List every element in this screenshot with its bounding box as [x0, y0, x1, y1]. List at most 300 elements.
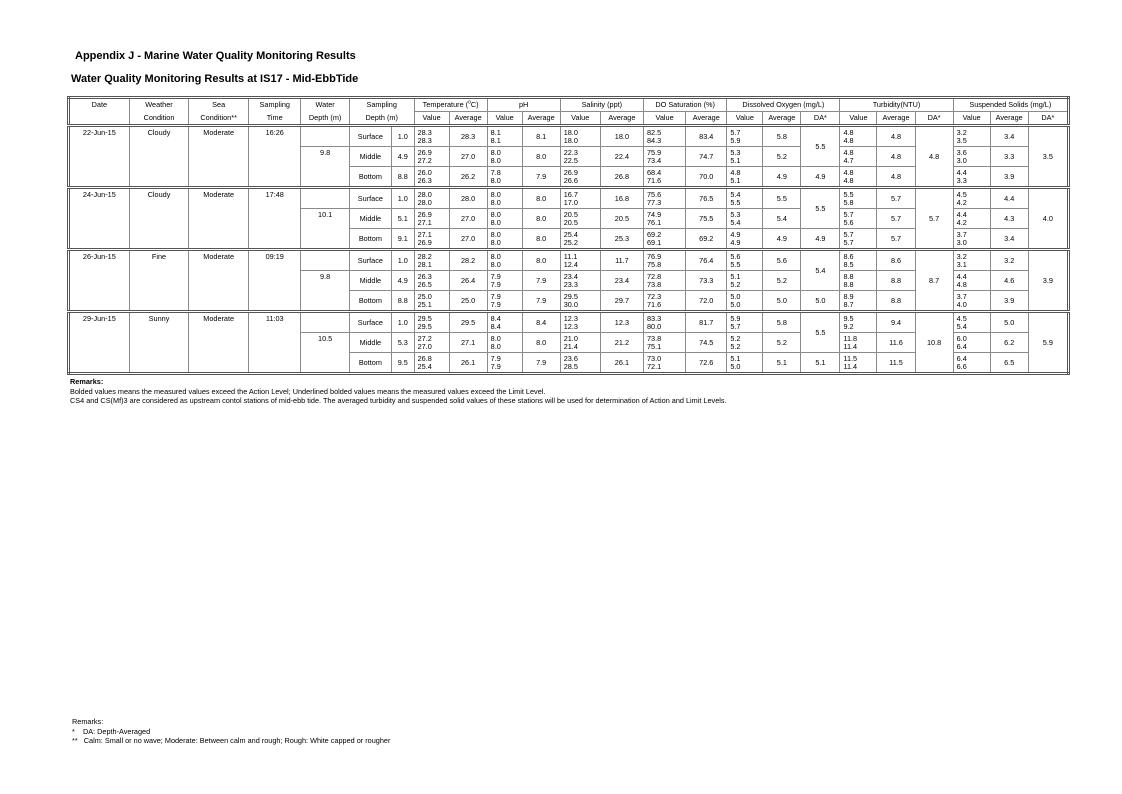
salinity-values-reading: 25.2: [563, 237, 578, 247]
sampling-depth-cell: 9.5: [391, 353, 414, 374]
salinity-values: [560, 353, 600, 374]
ph-values-reading: 7.9: [490, 279, 501, 289]
temperature-values: [414, 188, 449, 209]
salinity-values-reading: 12.4: [563, 259, 578, 269]
turbidity-values-reading: 5.6: [843, 217, 854, 227]
ph-values: [487, 126, 522, 147]
header-sampling-time-2: Time: [249, 112, 301, 126]
salinity-values-reading: 20.5: [563, 209, 578, 219]
ph-values-reading: 7.9: [490, 291, 501, 301]
dissolved-oxygen-average: 5.2: [763, 271, 801, 291]
temperature-average: 27.0: [449, 229, 487, 250]
ph-values-reading: 8.0: [490, 333, 501, 343]
dissolved-oxygen-average: 5.6: [763, 250, 801, 271]
do-saturation-values-reading: 76.9: [647, 251, 662, 261]
do-saturation-values: [644, 147, 686, 167]
do-saturation-values-reading: 83.3: [647, 313, 662, 323]
ph-average: 8.4: [522, 312, 560, 333]
salinity-average: 20.5: [600, 209, 643, 229]
suspended-solids-values-reading: 4.0: [956, 299, 967, 309]
salinity-values: [560, 333, 600, 353]
header-temperature: Temperature ($^o$C): [414, 98, 487, 112]
dissolved-oxygen-values: [727, 353, 763, 374]
turbidity-values-reading: 8.8: [843, 271, 854, 281]
do-saturation-average: 72.0: [686, 291, 727, 312]
temperature-values-reading: 27.1: [417, 229, 432, 239]
do-saturation-values-reading: 75.6: [647, 189, 662, 199]
do-saturation-values-reading: 69.2: [647, 229, 662, 239]
header-value: Value: [487, 112, 522, 126]
dissolved-oxygen-values: [727, 229, 763, 250]
turbidity-average: 8.8: [877, 291, 915, 312]
turbidity-values-reading: 9.2: [843, 321, 854, 331]
turbidity-values: [840, 333, 877, 353]
suspended-solids-values-reading: 3.7: [956, 291, 967, 301]
weather-cell: Cloudy: [129, 188, 189, 250]
ph-values: [487, 188, 522, 209]
dissolved-oxygen-da-bottom: 4.9: [801, 229, 840, 250]
turbidity-values-reading: 11.4: [843, 361, 858, 371]
ph-values: [487, 353, 522, 374]
salinity-values-reading: 23.4: [563, 271, 578, 281]
temperature-values: [414, 312, 449, 333]
ph-average: 7.9: [522, 271, 560, 291]
do-saturation-average: 76.5: [686, 188, 727, 209]
sampling-time-cell: 11:03: [249, 312, 301, 374]
turbidity-values: [840, 229, 877, 250]
dissolved-oxygen-da-bottom: 5.1: [801, 353, 840, 374]
turbidity-values: [840, 353, 877, 374]
suspended-solids-values-reading: 3.3: [956, 175, 967, 185]
temperature-values: [414, 271, 449, 291]
dissolved-oxygen-average: 5.2: [763, 147, 801, 167]
dissolved-oxygen-values-reading: 5.3: [730, 209, 741, 219]
salinity-values: [560, 312, 600, 333]
suspended-solids-average: 4.4: [990, 188, 1028, 209]
page-title: Appendix J - Marine Water Quality Monitoring Results: [75, 50, 356, 62]
suspended-solids-average: 3.4: [990, 126, 1028, 147]
suspended-solids-values: [953, 353, 990, 374]
turbidity-values-reading: 5.7: [843, 209, 854, 219]
dissolved-oxygen-values-reading: 4.9: [730, 237, 741, 247]
salinity-values-reading: 20.5: [563, 217, 578, 227]
turbidity-values-reading: 11.5: [843, 353, 858, 363]
ph-values: [487, 209, 522, 229]
suspended-solids-average: 3.9: [990, 291, 1028, 312]
suspended-solids-values-reading: 6.4: [956, 353, 967, 363]
do-saturation-values-reading: 80.0: [647, 321, 662, 331]
do-saturation-values-reading: 74.9: [647, 209, 662, 219]
ph-values-reading: 8.0: [490, 155, 501, 165]
header-da: DA*: [1028, 112, 1068, 126]
dissolved-oxygen-values-reading: 5.4: [730, 217, 741, 227]
header-sea-2: Condition**: [189, 112, 249, 126]
header-water-depth-2: Depth (m): [301, 112, 349, 126]
turbidity-average: 11.5: [877, 353, 915, 374]
temperature-values: [414, 291, 449, 312]
dissolved-oxygen-average: 5.4: [763, 209, 801, 229]
water-depth-cell: 9.8: [301, 147, 349, 188]
header-sea: Sea: [189, 98, 249, 112]
dissolved-oxygen-values: [727, 333, 763, 353]
sea-condition-cell: Moderate: [189, 188, 249, 250]
salinity-values-reading: 25.4: [563, 229, 578, 239]
suspended-solids-values: [953, 271, 990, 291]
salinity-average: 22.4: [600, 147, 643, 167]
dissolved-oxygen-values-reading: 5.4: [730, 189, 741, 199]
weather-cell: Fine: [129, 250, 189, 312]
date-cell: 26-Jun-15: [69, 250, 130, 312]
temperature-values-reading: 27.0: [417, 341, 432, 351]
do-saturation-average: 72.6: [686, 353, 727, 374]
do-saturation-values: [644, 250, 686, 271]
suspended-solids-values-reading: 4.5: [956, 313, 967, 323]
ph-average: 8.0: [522, 147, 560, 167]
header-average: Average: [877, 112, 915, 126]
do-saturation-average: 83.4: [686, 126, 727, 147]
turbidity-values: [840, 312, 877, 333]
turbidity-average: 11.6: [877, 333, 915, 353]
salinity-values-reading: 12.3: [563, 313, 578, 323]
footnote-sea-condition: ** Calm: Small or no wave; Moderate: Between calm and rough; Rough: White capped or rougher: [72, 736, 391, 745]
temperature-values: [414, 147, 449, 167]
do-saturation-values-reading: 68.4: [647, 167, 662, 177]
salinity-values: [560, 229, 600, 250]
temperature-values: [414, 333, 449, 353]
temperature-values-reading: 28.0: [417, 197, 432, 207]
header-value: Value: [953, 112, 990, 126]
salinity-values-reading: 22.5: [563, 155, 578, 165]
do-saturation-average: 73.3: [686, 271, 727, 291]
sampling-level-cell: Middle: [349, 209, 391, 229]
sea-condition-cell: Moderate: [189, 312, 249, 374]
ph-values: [487, 333, 522, 353]
table-row: [69, 312, 1069, 333]
dissolved-oxygen-average: 5.8: [763, 312, 801, 333]
turbidity-da: 5.7: [915, 188, 953, 250]
ph-values: [487, 291, 522, 312]
turbidity-values-reading: 4.8: [843, 135, 854, 145]
suspended-solids-values: [953, 126, 990, 147]
sampling-level-cell: Bottom: [349, 229, 391, 250]
ph-values-reading: 7.9: [490, 353, 501, 363]
temperature-values-reading: 26.0: [417, 167, 432, 177]
dissolved-oxygen-average: 4.9: [763, 167, 801, 188]
header-salinity: Salinity (ppt): [560, 98, 643, 112]
ph-average: 7.9: [522, 291, 560, 312]
temperature-values-reading: 26.9: [417, 209, 432, 219]
suspended-solids-average: 3.3: [990, 147, 1028, 167]
do-saturation-values-reading: 73.4: [647, 155, 662, 165]
dissolved-oxygen-average: 5.5: [763, 188, 801, 209]
turbidity-average: 4.8: [877, 167, 915, 188]
water-depth-blank: [301, 250, 349, 271]
sampling-depth-cell: 1.0: [391, 312, 414, 333]
salinity-values-reading: 16.7: [563, 189, 578, 199]
suspended-solids-values: [953, 167, 990, 188]
header-average: Average: [522, 112, 560, 126]
sampling-depth-cell: 1.0: [391, 250, 414, 271]
suspended-solids-da: 4.0: [1028, 188, 1068, 250]
header-da: DA*: [915, 112, 953, 126]
temperature-average: 27.0: [449, 147, 487, 167]
suspended-solids-values-reading: 4.4: [956, 271, 967, 281]
suspended-solids-values: [953, 333, 990, 353]
suspended-solids-values-reading: 6.6: [956, 361, 967, 371]
header-weather: Weather: [129, 98, 189, 112]
ph-values-reading: 7.9: [490, 361, 501, 371]
ph-average: 8.0: [522, 250, 560, 271]
temperature-values: [414, 250, 449, 271]
turbidity-values: [840, 188, 877, 209]
temperature-average: 25.0: [449, 291, 487, 312]
suspended-solids-values-reading: 3.2: [956, 127, 967, 137]
do-saturation-values-reading: 72.1: [647, 361, 662, 371]
dissolved-oxygen-values-reading: 5.3: [730, 147, 741, 157]
suspended-solids-values-reading: 3.6: [956, 147, 967, 157]
sampling-depth-cell: 8.8: [391, 167, 414, 188]
turbidity-average: 5.7: [877, 188, 915, 209]
turbidity-values-reading: 8.5: [843, 259, 854, 269]
temperature-values-reading: 25.4: [417, 361, 432, 371]
ph-average: 8.1: [522, 126, 560, 147]
suspended-solids-average: 4.3: [990, 209, 1028, 229]
dissolved-oxygen-values-reading: 5.1: [730, 155, 741, 165]
suspended-solids-values-reading: 3.0: [956, 237, 967, 247]
temperature-average: 29.5: [449, 312, 487, 333]
suspended-solids-values: [953, 209, 990, 229]
temperature-values-reading: 26.3: [417, 175, 432, 185]
dissolved-oxygen-average: 5.2: [763, 333, 801, 353]
salinity-values-reading: 26.9: [563, 167, 578, 177]
dissolved-oxygen-values-reading: 5.1: [730, 353, 741, 363]
header-dissolved-oxygen: Dissolved Oxygen (mg/L): [727, 98, 840, 112]
temperature-values-reading: 28.0: [417, 189, 432, 199]
sampling-level-cell: Surface: [349, 250, 391, 271]
dissolved-oxygen-average: 5.8: [763, 126, 801, 147]
suspended-solids-da: 5.9: [1028, 312, 1068, 374]
turbidity-values-reading: 4.8: [843, 147, 854, 157]
suspended-solids-values-reading: 3.1: [956, 259, 967, 269]
footnotes-block: [72, 717, 390, 746]
temperature-values-reading: 29.5: [417, 321, 432, 331]
do-saturation-values: [644, 167, 686, 188]
suspended-solids-average: 6.2: [990, 333, 1028, 353]
suspended-solids-da: 3.9: [1028, 250, 1068, 312]
salinity-average: 12.3: [600, 312, 643, 333]
header-turbidity: Turbidity(NTU): [840, 98, 953, 112]
suspended-solids-average: 5.0: [990, 312, 1028, 333]
dissolved-oxygen-values: [727, 147, 763, 167]
header-do-saturation: DO Saturation (%): [644, 98, 727, 112]
sampling-time-cell: 17:48: [249, 188, 301, 250]
remarks-line-2: CS4 and CS(Mf)3 are considered as upstream contol stations of mid-ebb tide. The averaged turbidity and suspended solid values of these stations will be used for determination of Action and Limit Levels.: [70, 396, 727, 405]
do-saturation-values-reading: 72.3: [647, 291, 662, 301]
salinity-values: [560, 167, 600, 188]
date-cell: 29-Jun-15: [69, 312, 130, 374]
water-depth-blank: [301, 312, 349, 333]
temperature-average: 27.1: [449, 333, 487, 353]
turbidity-average: 8.6: [877, 250, 915, 271]
salinity-average: 23.4: [600, 271, 643, 291]
turbidity-values: [840, 291, 877, 312]
do-saturation-average: 81.7: [686, 312, 727, 333]
suspended-solids-values-reading: 6.4: [956, 341, 967, 351]
do-saturation-values-reading: 73.0: [647, 353, 662, 363]
sampling-level-cell: Middle: [349, 333, 391, 353]
sampling-level-cell: Surface: [349, 126, 391, 147]
dissolved-oxygen-da-bottom: 5.0: [801, 291, 840, 312]
suspended-solids-average: 4.6: [990, 271, 1028, 291]
header-sampling-time: Sampling: [249, 98, 301, 112]
temperature-values: [414, 126, 449, 147]
do-saturation-values-reading: 77.3: [647, 197, 662, 207]
weather-cell: Sunny: [129, 312, 189, 374]
header-da: DA*: [801, 112, 840, 126]
ph-average: 7.9: [522, 167, 560, 188]
sampling-time-cell: 09:19: [249, 250, 301, 312]
do-saturation-average: 76.4: [686, 250, 727, 271]
ph-values-reading: 8.4: [490, 321, 501, 331]
ph-values: [487, 271, 522, 291]
temperature-values-reading: 28.1: [417, 259, 432, 269]
temperature-values-reading: 29.5: [417, 313, 432, 323]
suspended-solids-average: 3.2: [990, 250, 1028, 271]
suspended-solids-values: [953, 147, 990, 167]
do-saturation-average: 69.2: [686, 229, 727, 250]
temperature-values: [414, 353, 449, 374]
suspended-solids-da: 3.5: [1028, 126, 1068, 188]
header-average: Average: [449, 112, 487, 126]
temperature-average: 28.0: [449, 188, 487, 209]
date-cell: 22-Jun-15: [69, 126, 130, 188]
salinity-values-reading: 21.0: [563, 333, 578, 343]
header-blank: [69, 112, 130, 126]
temperature-values: [414, 229, 449, 250]
salinity-values-reading: 23.6: [563, 353, 578, 363]
dissolved-oxygen-values-reading: 5.2: [730, 341, 741, 351]
salinity-average: 26.8: [600, 167, 643, 188]
water-depth-blank: [301, 126, 349, 147]
suspended-solids-values-reading: 3.5: [956, 135, 967, 145]
temperature-values-reading: 27.2: [417, 333, 432, 343]
header-sampling-depth: Sampling: [349, 98, 414, 112]
suspended-solids-values: [953, 229, 990, 250]
ph-values-reading: 7.9: [490, 271, 501, 281]
ph-values: [487, 147, 522, 167]
temperature-values-reading: 26.8: [417, 353, 432, 363]
water-depth-blank: [301, 188, 349, 209]
suspended-solids-values-reading: 4.2: [956, 197, 967, 207]
turbidity-values-reading: 8.9: [843, 291, 854, 301]
salinity-values: [560, 188, 600, 209]
temperature-values-reading: 27.1: [417, 217, 432, 227]
header-average: Average: [686, 112, 727, 126]
dissolved-oxygen-values-reading: 5.7: [730, 321, 741, 331]
do-saturation-values-reading: 69.1: [647, 237, 662, 247]
suspended-solids-values-reading: 3.2: [956, 251, 967, 261]
suspended-solids-values: [953, 291, 990, 312]
sampling-depth-cell: 8.8: [391, 291, 414, 312]
temperature-values-reading: 26.5: [417, 279, 432, 289]
ph-average: 8.0: [522, 333, 560, 353]
temperature-values-reading: 25.0: [417, 291, 432, 301]
suspended-solids-values-reading: 5.4: [956, 321, 967, 331]
do-saturation-values: [644, 353, 686, 374]
do-saturation-values-reading: 71.6: [647, 299, 662, 309]
sampling-level-cell: Bottom: [349, 353, 391, 374]
ph-values: [487, 250, 522, 271]
salinity-values: [560, 250, 600, 271]
turbidity-average: 4.8: [877, 126, 915, 147]
do-saturation-values: [644, 333, 686, 353]
suspended-solids-average: 3.4: [990, 229, 1028, 250]
temperature-average: 26.1: [449, 353, 487, 374]
suspended-solids-values-reading: 3.0: [956, 155, 967, 165]
dissolved-oxygen-values-reading: 5.5: [730, 197, 741, 207]
do-saturation-values-reading: 72.8: [647, 271, 662, 281]
do-saturation-values-reading: 75.1: [647, 341, 662, 351]
water-depth-cell: 9.8: [301, 271, 349, 312]
salinity-values-reading: 29.5: [563, 291, 578, 301]
salinity-values-reading: 12.3: [563, 321, 578, 331]
salinity-values-reading: 23.3: [563, 279, 578, 289]
suspended-solids-values: [953, 250, 990, 271]
suspended-solids-values: [953, 312, 990, 333]
ph-values-reading: 7.8: [490, 167, 501, 177]
salinity-average: 29.7: [600, 291, 643, 312]
turbidity-da: 10.8: [915, 312, 953, 374]
dissolved-oxygen-values-reading: 5.0: [730, 361, 741, 371]
header-value: Value: [840, 112, 877, 126]
do-saturation-values-reading: 73.8: [647, 333, 662, 343]
dissolved-oxygen-values: [727, 167, 763, 188]
do-saturation-average: 70.0: [686, 167, 727, 188]
salinity-values: [560, 291, 600, 312]
turbidity-values-reading: 8.6: [843, 251, 854, 261]
sampling-depth-cell: 1.0: [391, 188, 414, 209]
do-saturation-values: [644, 209, 686, 229]
header-value: Value: [644, 112, 686, 126]
suspended-solids-values: [953, 188, 990, 209]
dissolved-oxygen-values: [727, 188, 763, 209]
do-saturation-values: [644, 126, 686, 147]
salinity-values-reading: 11.1: [563, 251, 578, 261]
suspended-solids-values-reading: 4.4: [956, 209, 967, 219]
dissolved-oxygen-values-reading: 5.2: [730, 333, 741, 343]
turbidity-values-reading: 11.8: [843, 333, 858, 343]
temperature-values-reading: 28.2: [417, 251, 432, 261]
table-row: [69, 126, 1069, 147]
dissolved-oxygen-values-reading: 5.1: [730, 175, 741, 185]
header-sampling-depth-2: Depth (m): [349, 112, 414, 126]
sampling-depth-cell: 5.1: [391, 209, 414, 229]
turbidity-average: 5.7: [877, 229, 915, 250]
do-saturation-values: [644, 271, 686, 291]
salinity-values-reading: 22.3: [563, 147, 578, 157]
sampling-depth-cell: 5.3: [391, 333, 414, 353]
header-average: Average: [600, 112, 643, 126]
turbidity-values-reading: 11.4: [843, 341, 858, 351]
ph-values: [487, 167, 522, 188]
ph-values-reading: 8.0: [490, 217, 501, 227]
dissolved-oxygen-values-reading: 5.5: [730, 259, 741, 269]
temperature-average: 26.2: [449, 167, 487, 188]
ph-values-reading: 8.0: [490, 197, 501, 207]
dissolved-oxygen-values: [727, 291, 763, 312]
temperature-values-reading: 26.9: [417, 237, 432, 247]
header-value: Value: [414, 112, 449, 126]
